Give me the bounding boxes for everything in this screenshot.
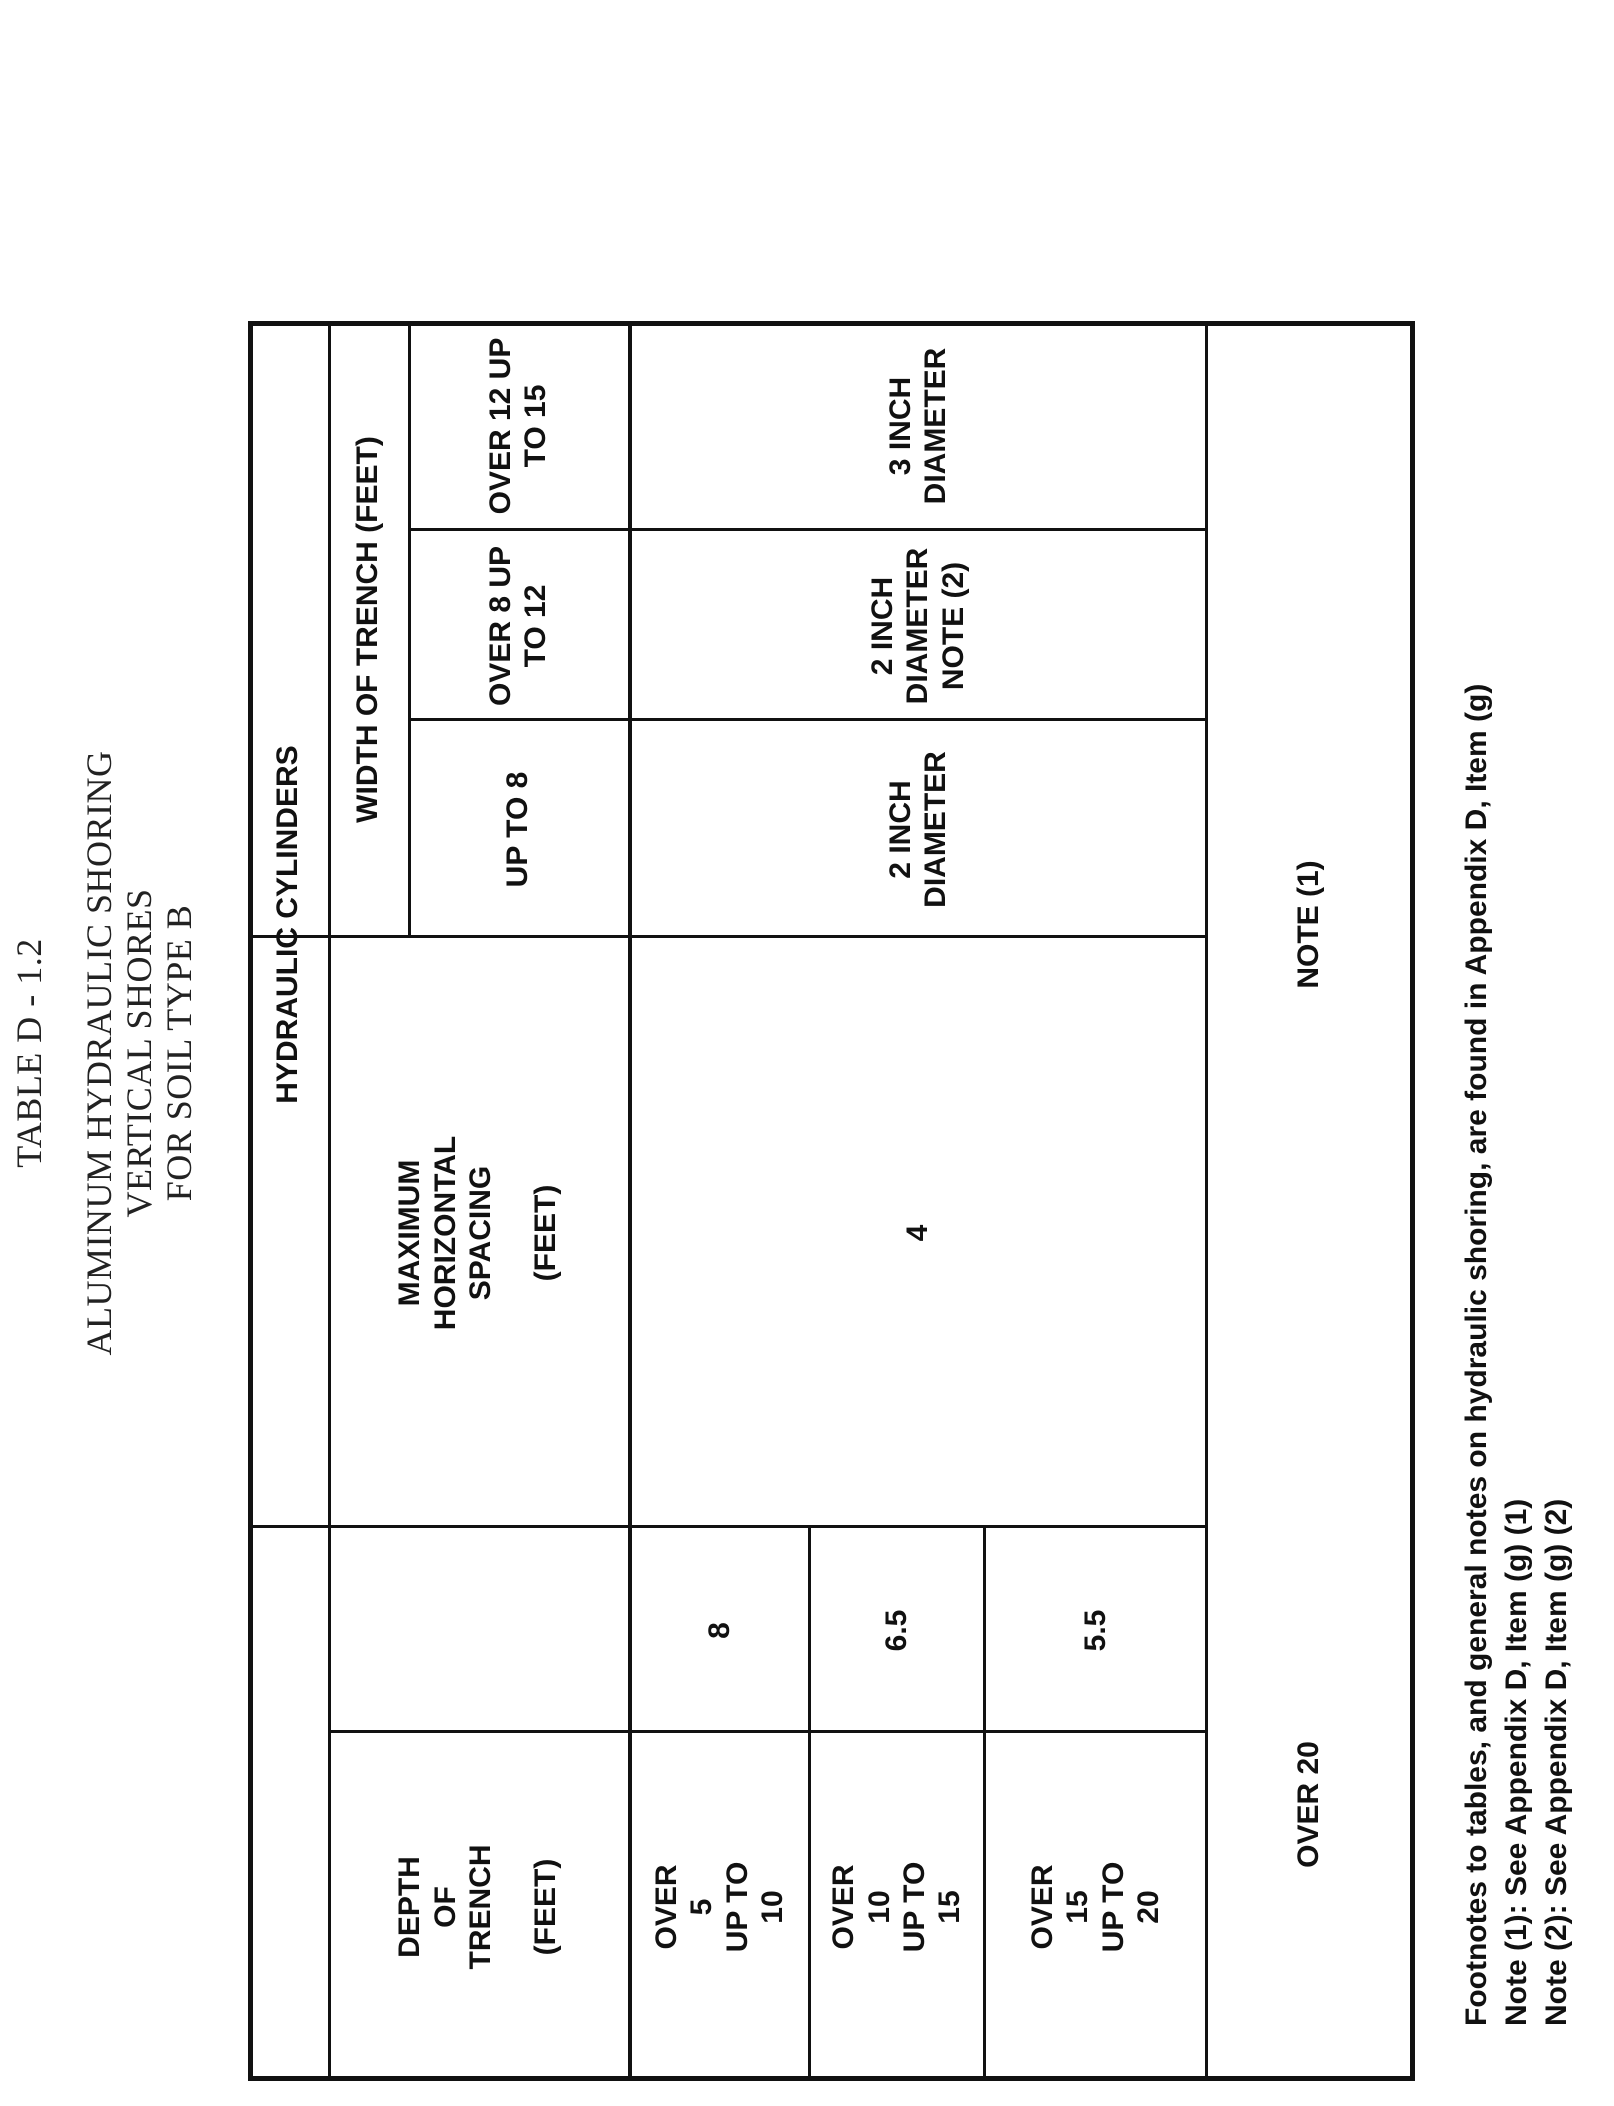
depth-line: OVER 20 bbox=[1292, 1741, 1326, 1868]
horizontal-spacing-row-2: 6.5 bbox=[880, 1609, 914, 1652]
table-soil-type: FOR SOIL TYPE B bbox=[159, 904, 199, 1202]
depth-header-line: OF bbox=[428, 1886, 462, 1928]
depth-line: OVER bbox=[649, 1864, 683, 1950]
depth-line: 20 bbox=[1131, 1890, 1165, 1924]
cylinder-line: DIAMETER bbox=[919, 347, 952, 505]
depth-header-line: (FEET) bbox=[529, 1858, 563, 1956]
depth-line: 5 bbox=[685, 1898, 719, 1916]
depth-row-4 bbox=[1208, 1528, 1410, 2081]
width-col-label: UP TO 8 bbox=[501, 771, 535, 888]
width-col-label: TO 15 bbox=[519, 384, 552, 468]
footnote-general: Footnotes to tables, and general notes on hydraulic shoring, are found in Appendix D, Item (g) bbox=[1460, 683, 1493, 2026]
table-subtitle: VERTICAL SHORES bbox=[119, 888, 159, 1218]
width-col-12-to-15 bbox=[408, 321, 628, 531]
width-col-label: OVER 8 UP bbox=[483, 545, 517, 707]
footnote-note-1: Note (1): See Appendix D, Item (g) (1) bbox=[1500, 1498, 1533, 2026]
cylinder-8-to-12 bbox=[631, 531, 1205, 721]
depth-line: UP TO bbox=[1096, 1861, 1130, 1953]
cylinder-line: 3 INCH bbox=[883, 376, 917, 476]
table-border-bottom bbox=[1410, 321, 1415, 2081]
cylinder-line: NOTE (2) bbox=[936, 561, 970, 691]
depth-line: 15 bbox=[1061, 1890, 1095, 1924]
max-horizontal-line: SPACING bbox=[464, 1165, 497, 1301]
cylinder-up-to-8 bbox=[631, 721, 1205, 938]
depth-row-1 bbox=[631, 1733, 808, 2081]
depth-line: UP TO bbox=[720, 1861, 754, 1953]
depth-line: 10 bbox=[755, 1890, 789, 1924]
width-col-8-to-12 bbox=[408, 531, 628, 721]
shoring-table bbox=[248, 321, 1415, 2081]
max-horizontal-line: HORIZONTAL bbox=[428, 1135, 462, 1331]
horizontal-spacing-row-3: 5.5 bbox=[1078, 1609, 1112, 1652]
cylinder-line: 2 INCH bbox=[883, 780, 917, 879]
cylinder-line: 2 INCH bbox=[865, 576, 899, 676]
width-col-label: TO 12 bbox=[519, 584, 552, 668]
width-of-trench-header: WIDTH OF TRENCH (FEET) bbox=[351, 436, 385, 823]
depth-header-line: TRENCH bbox=[464, 1844, 497, 1970]
hydraulic-cylinders-header: HYDRAULIC CYLINDERS bbox=[271, 745, 305, 1104]
max-horizontal-line: (FEET) bbox=[529, 1184, 563, 1282]
width-col-label: OVER 12 UP bbox=[483, 337, 517, 515]
depth-line: OVER bbox=[1025, 1864, 1059, 1950]
depth-line: 10 bbox=[862, 1890, 896, 1924]
cylinder-12-to-15 bbox=[631, 321, 1205, 531]
depth-row-2 bbox=[811, 1733, 983, 2081]
depth-header-line: DEPTH bbox=[393, 1856, 427, 1958]
table-title: ALUMINUM HYDRAULIC SHORING bbox=[79, 750, 119, 1356]
horizontal-spacing-row-1: 8 bbox=[702, 1622, 736, 1639]
cylinder-line: DIAMETER bbox=[919, 751, 952, 908]
width-col-up-to-8 bbox=[408, 721, 628, 938]
vertical-spacing-value: 4 bbox=[901, 1224, 935, 1242]
depth-line: UP TO bbox=[898, 1861, 931, 1953]
footnote-note-2: Note (2): See Appendix D, Item (g) (2) bbox=[1540, 1498, 1573, 2026]
depth-line: 15 bbox=[933, 1890, 967, 1924]
max-horizontal-header bbox=[328, 938, 628, 1528]
depth-line: OVER bbox=[827, 1864, 861, 1950]
cylinder-line: DIAMETER bbox=[901, 547, 935, 705]
over-20-note: NOTE (1) bbox=[1292, 860, 1326, 989]
max-horizontal-line: MAXIMUM bbox=[393, 1159, 427, 1307]
depth-header bbox=[328, 1733, 628, 2081]
depth-row-3 bbox=[986, 1733, 1205, 2081]
table-number: TABLE D - 1.2 bbox=[9, 938, 49, 1168]
